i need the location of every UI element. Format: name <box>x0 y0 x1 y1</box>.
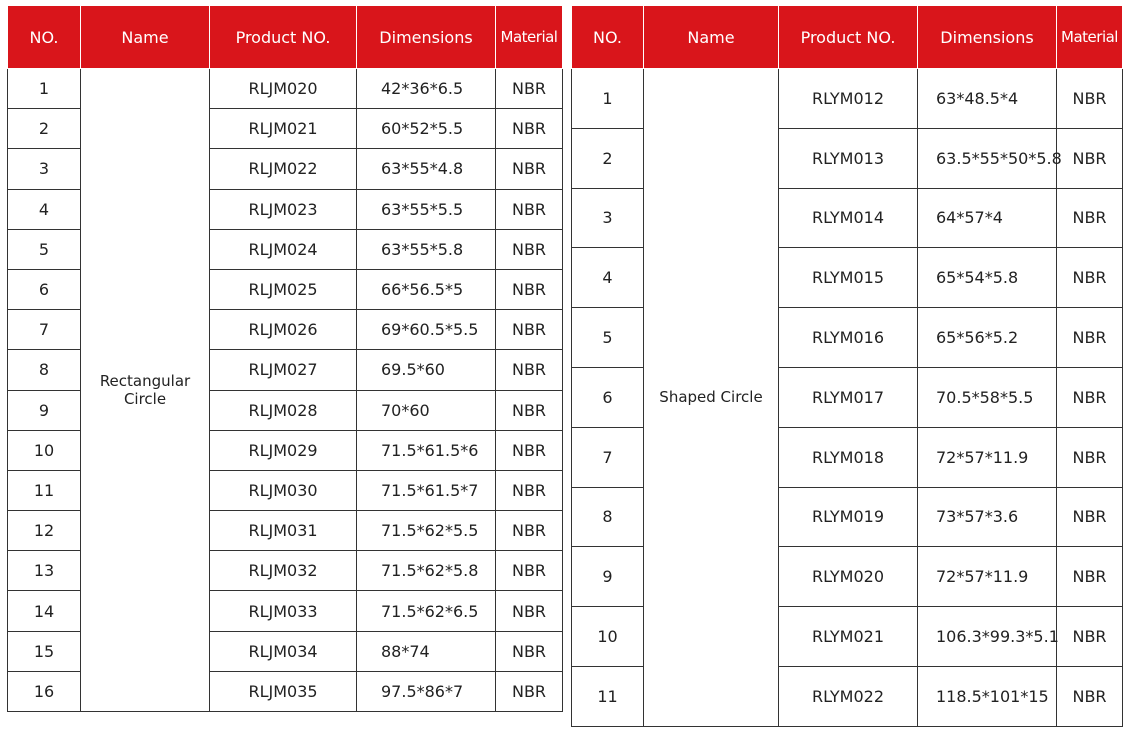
cell-no: 3 <box>8 149 81 189</box>
cell-material: NBR <box>496 430 563 470</box>
cell-dimensions: 63*48.5*4 <box>918 69 1057 129</box>
header-material: Material <box>496 6 563 69</box>
cell-product-no: RLJM033 <box>210 591 357 631</box>
cell-no: 6 <box>572 367 644 427</box>
cell-dimensions: 63*55*5.5 <box>357 189 496 229</box>
header-name: Name <box>81 6 210 69</box>
table-row <box>572 69 1123 129</box>
header-no: NO. <box>572 6 644 69</box>
cell-no: 2 <box>8 109 81 149</box>
header-name: Name <box>644 6 779 69</box>
cell-material: NBR <box>1057 607 1123 667</box>
header-dimensions: Dimensions <box>357 6 496 69</box>
cell-no: 11 <box>8 470 81 510</box>
table-header-row <box>8 6 563 69</box>
cell-dimensions: 72*57*11.9 <box>918 427 1057 487</box>
cell-material: NBR <box>496 591 563 631</box>
cell-product-no: RLJM023 <box>210 189 357 229</box>
cell-dimensions: 71.5*62*6.5 <box>357 591 496 631</box>
cell-material: NBR <box>496 671 563 711</box>
cell-no: 13 <box>8 551 81 591</box>
header-dimensions: Dimensions <box>918 6 1057 69</box>
cell-dimensions: 69.5*60 <box>357 350 496 390</box>
cell-material: NBR <box>496 511 563 551</box>
cell-no: 6 <box>8 269 81 309</box>
cell-dimensions: 71.5*61.5*6 <box>357 430 496 470</box>
cell-product-no: RLJM021 <box>210 109 357 149</box>
cell-dimensions: 63.5*55*50*5.8 <box>918 128 1057 188</box>
cell-no: 14 <box>8 591 81 631</box>
cell-no: 5 <box>572 308 644 368</box>
cell-no: 9 <box>572 547 644 607</box>
cell-material: NBR <box>496 350 563 390</box>
cell-dimensions: 69*60.5*5.5 <box>357 310 496 350</box>
header-product-no: Product NO. <box>210 6 357 69</box>
cell-dimensions: 60*52*5.5 <box>357 109 496 149</box>
cell-product-no: RLYM017 <box>779 367 918 427</box>
cell-dimensions: 118.5*101*15 <box>918 666 1057 726</box>
cell-no: 8 <box>572 487 644 547</box>
cell-material: NBR <box>496 390 563 430</box>
cell-no: 12 <box>8 511 81 551</box>
cell-no: 3 <box>572 188 644 248</box>
cell-dimensions: 71.5*61.5*7 <box>357 470 496 510</box>
cell-product-no: RLYM022 <box>779 666 918 726</box>
cell-product-no: RLJM035 <box>210 671 357 711</box>
table-row <box>8 69 563 109</box>
table-body <box>8 69 563 712</box>
cell-dimensions: 64*57*4 <box>918 188 1057 248</box>
cell-dimensions: 97.5*86*7 <box>357 671 496 711</box>
cell-no: 9 <box>8 390 81 430</box>
cell-no: 7 <box>8 310 81 350</box>
cell-no: 10 <box>8 430 81 470</box>
cell-material: NBR <box>496 229 563 269</box>
cell-material: NBR <box>496 470 563 510</box>
cell-product-no: RLYM020 <box>779 547 918 607</box>
cell-product-no: RLJM034 <box>210 631 357 671</box>
cell-no: 11 <box>572 666 644 726</box>
cell-product-no: RLYM012 <box>779 69 918 129</box>
cell-dimensions: 63*55*4.8 <box>357 149 496 189</box>
cell-dimensions: 42*36*6.5 <box>357 69 496 109</box>
header-product-no: Product NO. <box>779 6 918 69</box>
cell-product-no: RLJM020 <box>210 69 357 109</box>
cell-dimensions: 72*57*11.9 <box>918 547 1057 607</box>
cell-material: NBR <box>1057 487 1123 547</box>
cell-material: NBR <box>496 149 563 189</box>
cell-dimensions: 106.3*99.3*5.1 <box>918 607 1057 667</box>
cell-product-no: RLYM016 <box>779 308 918 368</box>
cell-material: NBR <box>1057 427 1123 487</box>
cell-product-no: RLYM021 <box>779 607 918 667</box>
cell-product-no: RLJM030 <box>210 470 357 510</box>
cell-material: NBR <box>1057 367 1123 427</box>
cell-product-no: RLJM029 <box>210 430 357 470</box>
cell-no: 1 <box>572 69 644 129</box>
cell-product-no: RLJM027 <box>210 350 357 390</box>
cell-product-no: RLJM026 <box>210 310 357 350</box>
cell-no: 1 <box>8 69 81 109</box>
cell-material: NBR <box>496 269 563 309</box>
cell-product-no: RLYM013 <box>779 128 918 188</box>
cell-dimensions: 63*55*5.8 <box>357 229 496 269</box>
cell-product-no: RLYM019 <box>779 487 918 547</box>
cell-dimensions: 65*56*5.2 <box>918 308 1057 368</box>
cell-dimensions: 70*60 <box>357 390 496 430</box>
cell-product-no: RLJM031 <box>210 511 357 551</box>
rectangular-circle-table <box>7 5 563 712</box>
cell-material: NBR <box>496 310 563 350</box>
cell-no: 15 <box>8 631 81 671</box>
table-header-row <box>572 6 1123 69</box>
cell-dimensions: 65*54*5.8 <box>918 248 1057 308</box>
cell-material: NBR <box>1057 248 1123 308</box>
cell-material: NBR <box>496 551 563 591</box>
cell-no: 8 <box>8 350 81 390</box>
cell-material: NBR <box>496 69 563 109</box>
cell-material: NBR <box>1057 308 1123 368</box>
cell-no: 10 <box>572 607 644 667</box>
cell-no: 5 <box>8 229 81 269</box>
shaped-circle-table <box>571 5 1123 727</box>
cell-dimensions: 66*56.5*5 <box>357 269 496 309</box>
cell-dimensions: 71.5*62*5.5 <box>357 511 496 551</box>
cell-no: 4 <box>572 248 644 308</box>
cell-product-no: RLJM024 <box>210 229 357 269</box>
cell-product-no: RLYM015 <box>779 248 918 308</box>
cell-material: NBR <box>496 189 563 229</box>
cell-dimensions: 70.5*58*5.5 <box>918 367 1057 427</box>
cell-no: 7 <box>572 427 644 487</box>
header-no: NO. <box>8 6 81 69</box>
cell-no: 4 <box>8 189 81 229</box>
cell-no: 2 <box>572 128 644 188</box>
header-material: Material <box>1057 6 1123 69</box>
cell-product-no: RLJM028 <box>210 390 357 430</box>
cell-material: NBR <box>496 109 563 149</box>
cell-product-no: RLYM018 <box>779 427 918 487</box>
cell-name: Rectangular Circle <box>81 69 210 712</box>
table-body <box>572 69 1123 727</box>
cell-product-no: RLYM014 <box>779 188 918 248</box>
cell-no: 16 <box>8 671 81 711</box>
cell-material: NBR <box>496 631 563 671</box>
cell-dimensions: 88*74 <box>357 631 496 671</box>
cell-material: NBR <box>1057 128 1123 188</box>
cell-material: NBR <box>1057 666 1123 726</box>
cell-material: NBR <box>1057 547 1123 607</box>
cell-product-no: RLJM025 <box>210 269 357 309</box>
cell-name: Shaped Circle <box>644 69 779 727</box>
cell-product-no: RLJM022 <box>210 149 357 189</box>
cell-dimensions: 71.5*62*5.8 <box>357 551 496 591</box>
cell-material: NBR <box>1057 188 1123 248</box>
cell-dimensions: 73*57*3.6 <box>918 487 1057 547</box>
cell-material: NBR <box>1057 69 1123 129</box>
cell-product-no: RLJM032 <box>210 551 357 591</box>
